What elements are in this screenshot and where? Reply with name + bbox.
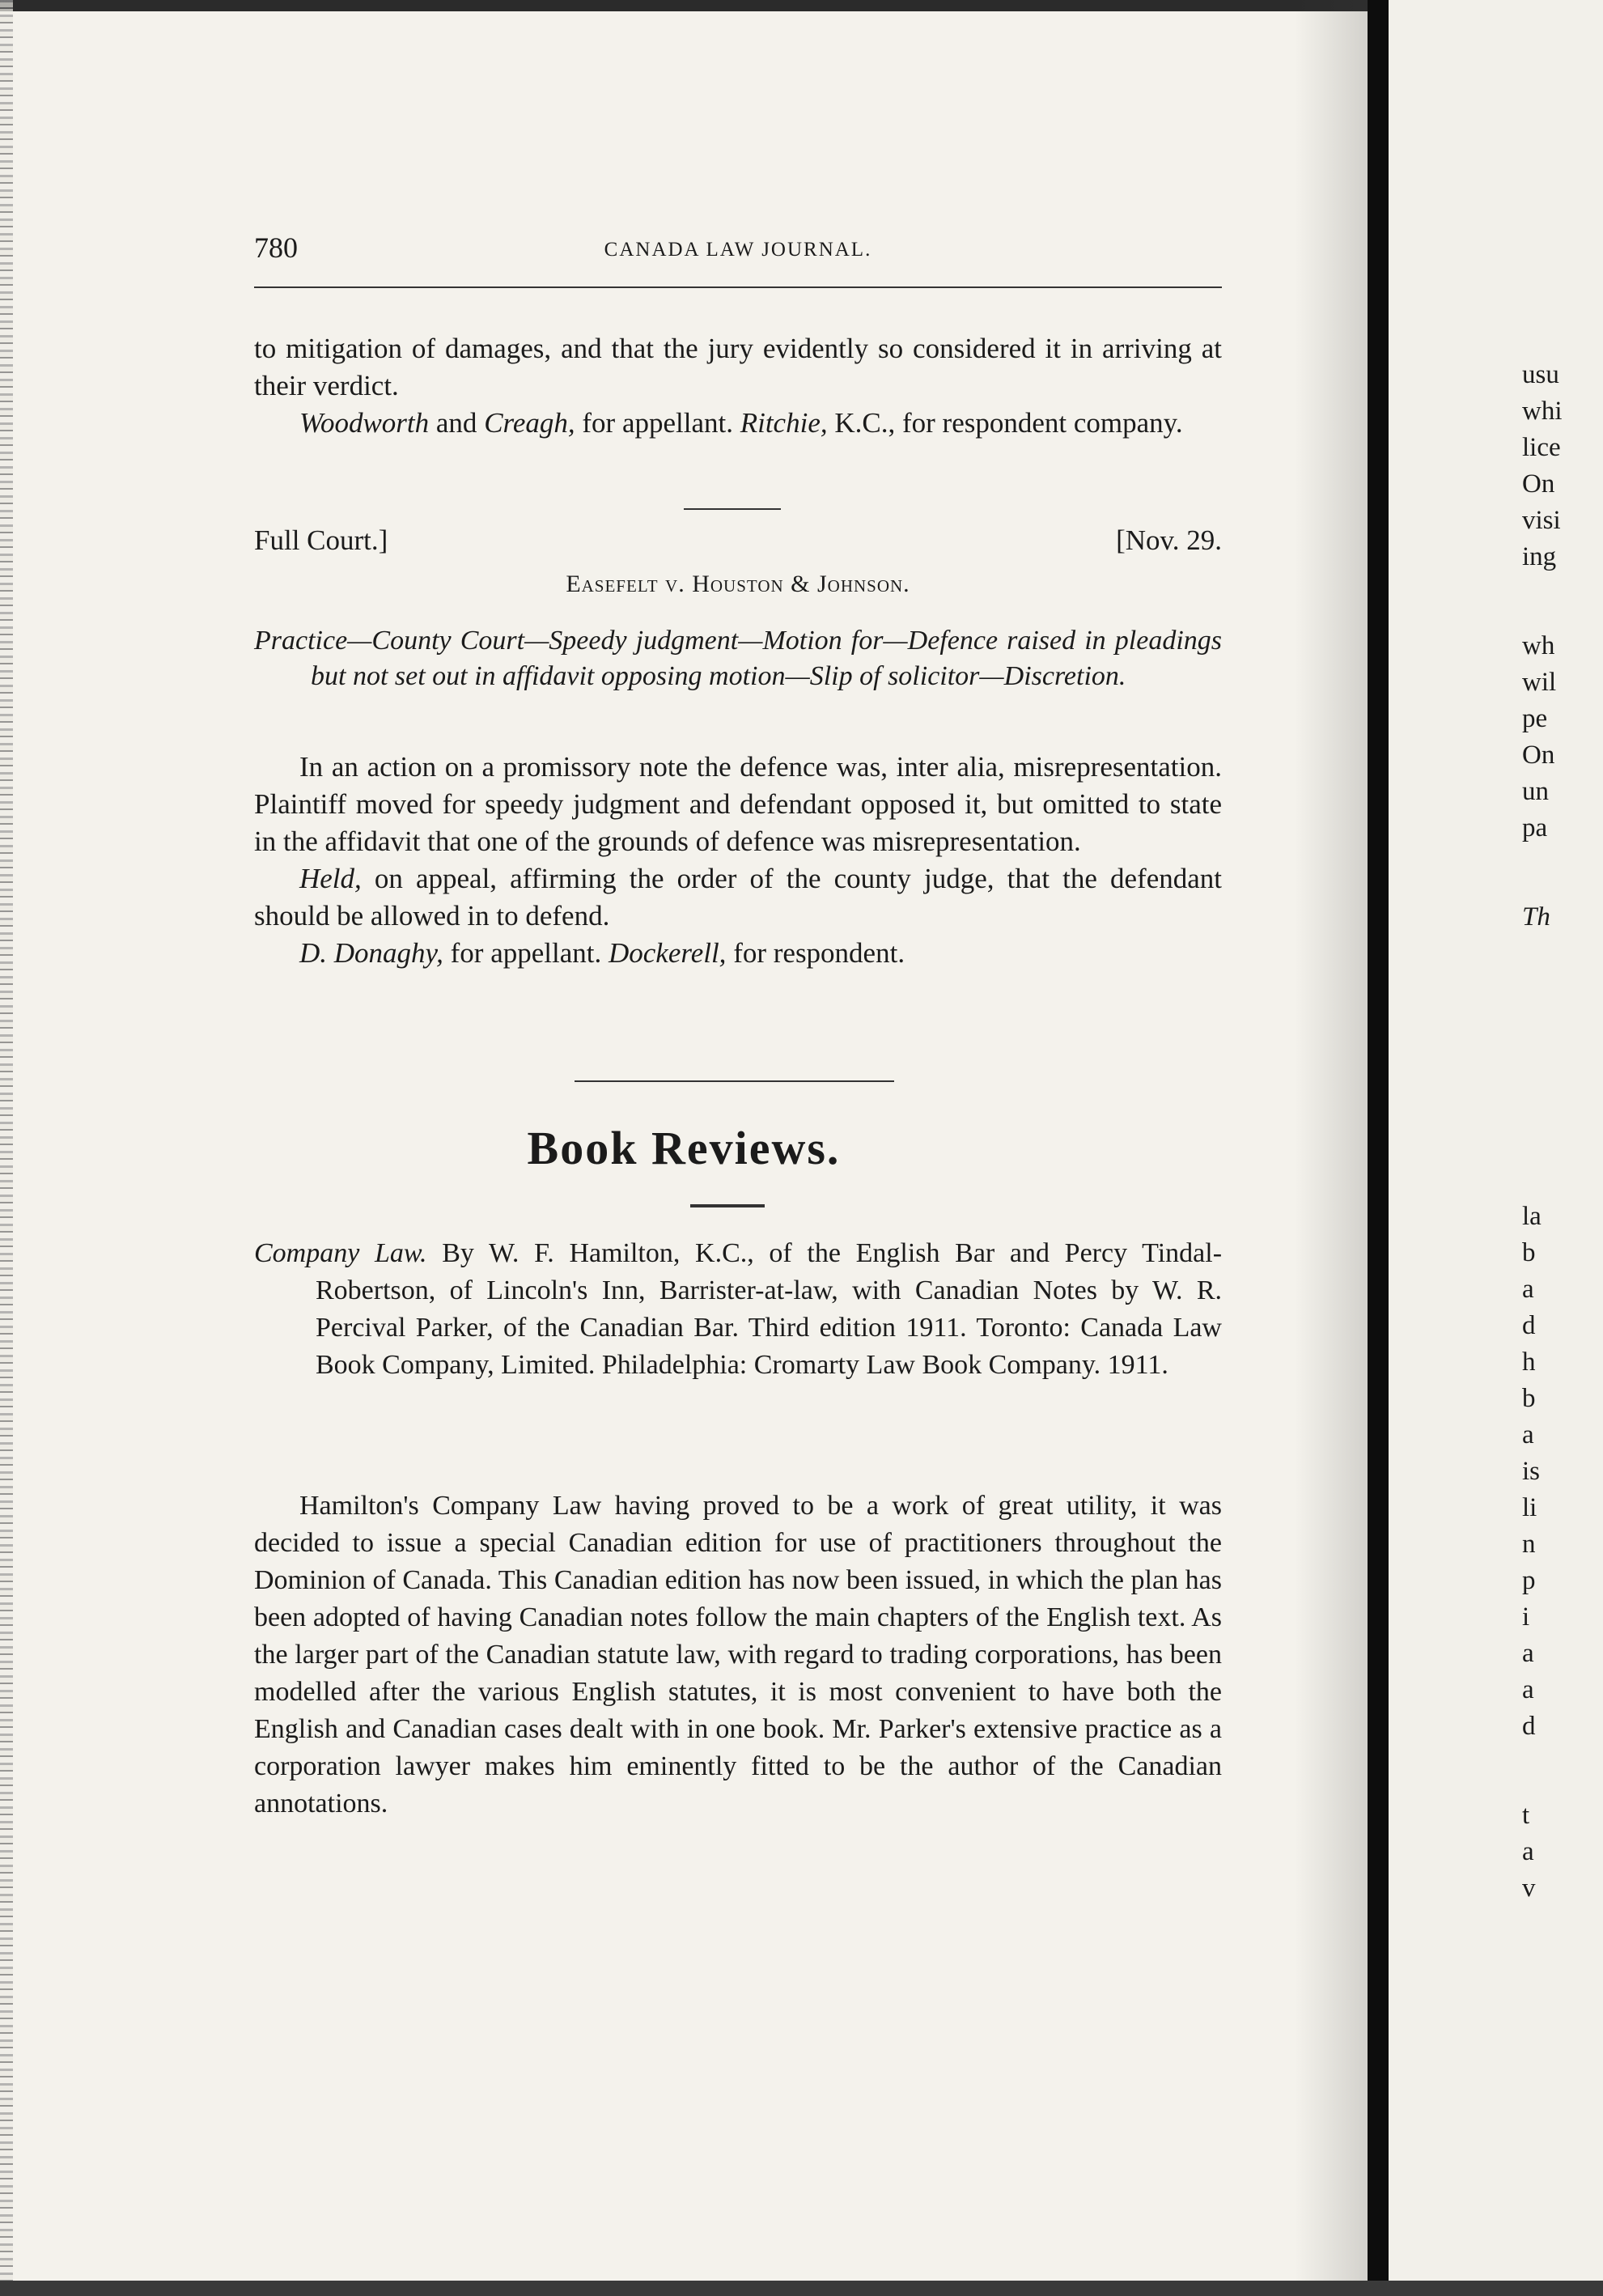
book-citation-text: By W. F. Hamilton, K.C., of the English Bar and Percy Tindal-Robertson, of Lincoln's Inn, Barrister-at-law, with Canadian Notes by W. R. Percival Parker, of the Canadian Bar. Third edition 1911. Toronto: Canada Law Book Company, Limited. Philadelphia: Cromarty Law Book Company. 1911. (316, 1238, 1223, 1380)
facing-page-fragment: d (1522, 1311, 1536, 1340)
facing-page-fragment: wil (1522, 668, 1557, 697)
case2-text (254, 749, 1222, 972)
book-citation (254, 1235, 1222, 1384)
facing-page-fragment: n (1522, 1530, 1536, 1559)
case1-text (254, 330, 1222, 442)
case2-held (254, 860, 1222, 935)
counsel-name: D. Donaghy, (299, 937, 443, 969)
running-head: CANADA LAW JOURNAL. (604, 239, 872, 261)
scan-bottom-edge (0, 2281, 1603, 2296)
facing-page-fragment: a (1522, 1420, 1534, 1449)
book-gutter (1368, 0, 1389, 2296)
facing-page-fragment: pe (1522, 704, 1548, 733)
held-text: on appeal, affirming the order of the county judge, that the defendant should be allowed in to defend. (254, 863, 1222, 932)
facing-page-fragment: b (1522, 1384, 1536, 1413)
book-title: Company Law. (254, 1238, 427, 1268)
facing-page-fragment: p (1522, 1566, 1536, 1595)
section-separator (575, 1080, 894, 1082)
case-title: Easefelt v. Houston & Johnson. (566, 571, 910, 597)
case1-counsel (254, 405, 1222, 442)
counsel-role: for respondent. (733, 937, 905, 969)
case1-paragraph: to mitigation of damages, and that the jury evidently so considered it in arriving at their verdict. (254, 333, 1222, 401)
facing-page-fragment: Th (1522, 902, 1550, 932)
facing-page-fragment: un (1522, 777, 1549, 806)
facing-page-fragment: a (1522, 1837, 1534, 1866)
facing-page-fragment: li (1522, 1493, 1537, 1522)
facing-page-fragment: usu (1522, 360, 1559, 389)
header-rule (254, 286, 1222, 288)
facing-page-fragment: v (1522, 1874, 1536, 1903)
page-header (254, 231, 1222, 279)
facing-page-fragment: pa (1522, 813, 1548, 842)
facing-page-fragment: whi (1522, 397, 1563, 426)
facing-page-fragment: visi (1522, 506, 1561, 535)
title-rule (690, 1204, 765, 1207)
facing-page-fragment: h (1522, 1347, 1536, 1377)
facing-page-fragment: la (1522, 1202, 1542, 1231)
book-entry (254, 1235, 1222, 1384)
counsel-name: Creagh, (484, 407, 575, 439)
facing-page-fragment: t (1522, 1801, 1530, 1830)
case2-counsel (254, 935, 1222, 972)
review-body (254, 1488, 1222, 1823)
counsel-name: Dockerell, (609, 937, 727, 969)
facing-page-fragment: d (1522, 1712, 1536, 1741)
counsel-role: for appellant. (450, 937, 602, 969)
counsel-role: K.C., for respondent company. (834, 407, 1183, 439)
facing-page-fragment: i (1522, 1602, 1530, 1632)
counsel-role: for appellant. (582, 407, 733, 439)
facing-page-fragment: On (1522, 469, 1555, 499)
facing-page-fragment: a (1522, 1639, 1534, 1668)
page-number: 780 (254, 231, 298, 264)
gutter-shadow (1295, 0, 1368, 2296)
facing-page-fragment: ing (1522, 542, 1557, 571)
case-date: [Nov. 29. (1116, 524, 1222, 556)
facing-page-fragment: a (1522, 1275, 1534, 1304)
facing-page (1389, 0, 1603, 2296)
case-separator (684, 508, 781, 510)
case-headnote (254, 623, 1222, 694)
facing-page-fragment: is (1522, 1457, 1541, 1486)
court-name: Full Court.] (254, 524, 388, 556)
counsel-name: Woodworth (299, 407, 430, 439)
facing-page-fragment: lice (1522, 433, 1561, 462)
case2-paragraph: In an action on a promissory note the defence was, inter alia, misrepresentation. Plaintiff moved for speedy judgment and defendant opposed it, but omitted to state in the affidavit that one of the grounds of defence was misrepresentation. (254, 751, 1222, 857)
facing-page-fragment: b (1522, 1238, 1536, 1267)
review-paragraph: Hamilton's Company Law having proved to be a work of great utility, it was decided to issue a special Canadian edition for use of practitioners throughout the Dominion of Canada. This Canadian edition has now been issued, in which the plan has been adopted of having Canadian notes follow the main chapters of the English text. As the larger part of the Canadian statute law, with regard to trading corporations, has been modelled after the various English statutes, it is most convenient to have both the English and Canadian cases dealt with in one book. Mr. Parker's extensive practice as a corporation lawyer makes him eminently fitted to be the author of the Canadian annotations. (254, 1491, 1222, 1819)
held-word: Held, (299, 863, 362, 894)
counsel-name: Ritchie, (740, 407, 828, 439)
facing-page-fragment: On (1522, 741, 1555, 770)
counsel-and: and (435, 407, 477, 439)
section-title: Book Reviews. (527, 1122, 841, 1174)
facing-page-fragment: a (1522, 1675, 1534, 1704)
headnote-text: Practice—County Court—Speedy judgment—Motion for—Defence raised in pleadings but not set out in affidavit opposing motion—Slip of solicitor—Discretion. (254, 626, 1222, 691)
facing-page-fragment: wh (1522, 631, 1555, 660)
